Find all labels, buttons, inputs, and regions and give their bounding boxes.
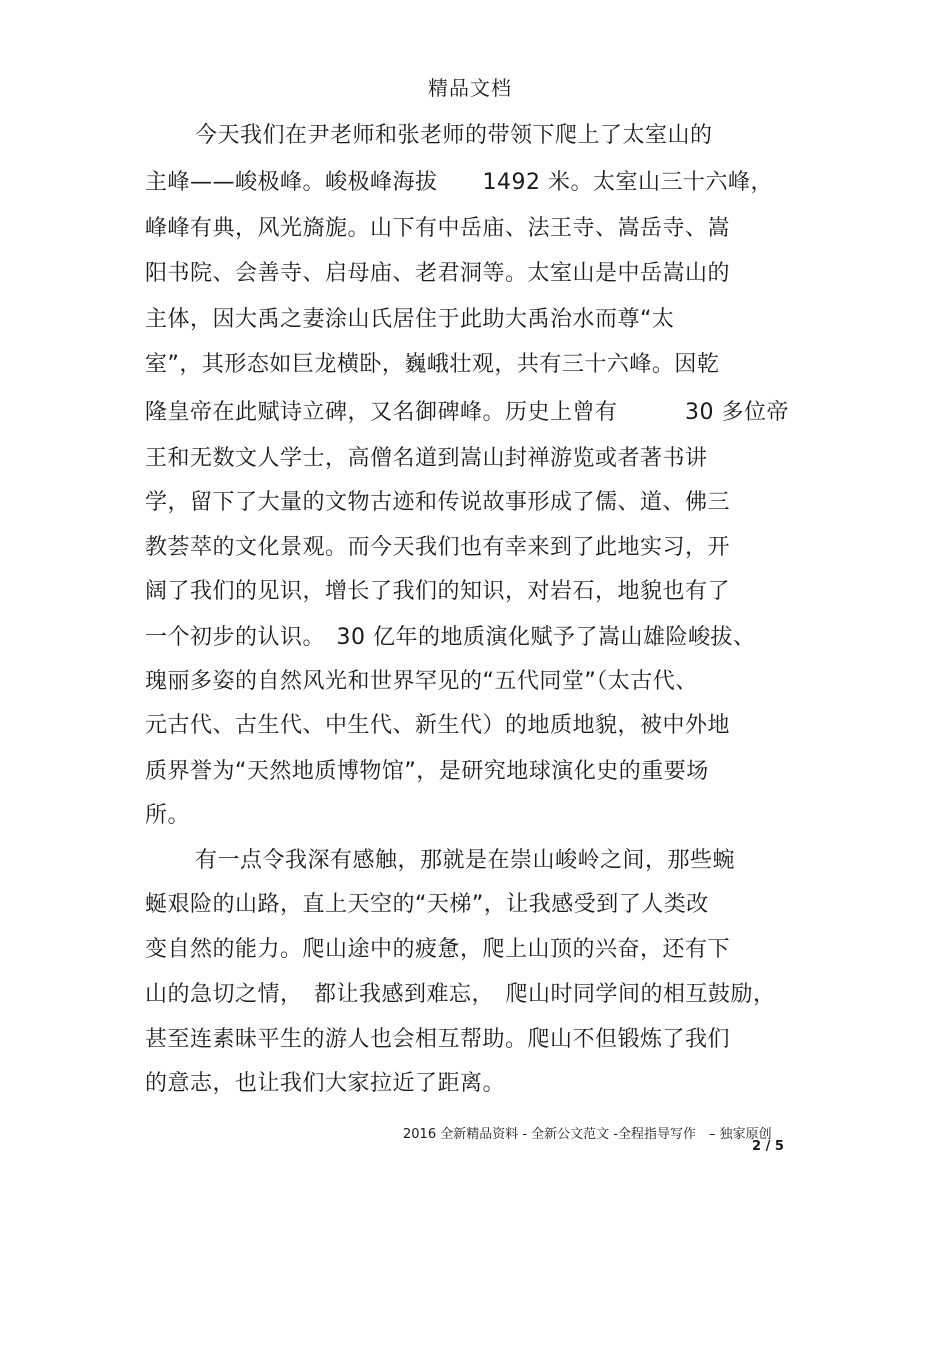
paragraph-line: 有一点令我深有感触，那就是在崇山峻岭之间，那些蜿 bbox=[195, 848, 736, 873]
paragraph-line: 主体，因大禹之妻涂山氏居住于此助大禹治水而尊“太 bbox=[145, 307, 675, 332]
paragraph-line: 甚至连素昧平生的游人也会相互帮助。爬山不但锻炼了我们 bbox=[145, 1027, 731, 1052]
paragraph-line: 质界誉为“天然地质博物馆”，是研究地球演化史的重要场 bbox=[145, 759, 709, 784]
page-number: 2 / 5 bbox=[752, 1139, 784, 1154]
footer-text: 2016 全新精品资料 - 全新公文范文 -全程指导写作 – 独家原创 bbox=[403, 1127, 772, 1142]
paragraph-line: 王和无数文人学士，高僧名道到嵩山封禅游览或者著书讲 bbox=[145, 446, 708, 471]
paragraph-line: 变自然的能力。爬山途中的疲惫，爬上山顶的兴奋，还有下 bbox=[145, 937, 731, 962]
paragraph-line: 学，留下了大量的文物古迹和传说故事形成了儒、道、佛三 bbox=[145, 490, 731, 515]
paragraph-line: 元古代、古生代、中生代、新生代）的地质地貌，被中外地 bbox=[145, 713, 731, 738]
paragraph-line: 瑰丽多姿的自然风光和世界罕见的“五代同堂”（太古代、 bbox=[145, 669, 698, 694]
paragraph-line: 一个初步的认识。 30 亿年的地质演化赋予了嵩山雄险峻拔、 bbox=[145, 625, 756, 650]
paragraph-line: 峰峰有典，风光旖旎。山下有中岳庙、法王寺、嵩岳寺、嵩 bbox=[145, 216, 731, 241]
paragraph-line: 蜒艰险的山路，直上天空的“天梯”，让我感受到了人类改 bbox=[145, 892, 709, 917]
paragraph-line: 隆皇帝在此赋诗立碑，又名御碑峰。历史上曾有 30 多位帝 bbox=[145, 400, 789, 425]
paragraph-line: 阔了我们的见识，增长了我们的知识，对岩石，地貌也有了 bbox=[145, 579, 731, 604]
paragraph-line: 主峰——峻极峰。峻极峰海拔 1492 米。太室山三十六峰， bbox=[145, 170, 773, 195]
paragraph-line: 阳书院、会善寺、启母庙、老君洞等。太室山是中岳嵩山的 bbox=[145, 261, 731, 286]
paragraph-line: 的意志，也让我们大家拉近了距离。 bbox=[145, 1071, 506, 1096]
paragraph-line: 今天我们在尹老师和张老师的带领下爬上了太室山的 bbox=[195, 123, 713, 148]
paragraph-line: 山的急切之情， 都让我感到难忘， 爬山时同学间的相互鼓励， bbox=[145, 982, 776, 1007]
page-header-title: 精品文档 bbox=[428, 76, 512, 100]
paragraph-line: 所。 bbox=[145, 803, 191, 828]
paragraph-line: 教荟萃的文化景观。而今天我们也有幸来到了此地实习，开 bbox=[145, 535, 731, 560]
paragraph-line: 室”，其形态如巨龙横卧，巍峨壮观，共有三十六峰。因乾 bbox=[145, 352, 720, 377]
